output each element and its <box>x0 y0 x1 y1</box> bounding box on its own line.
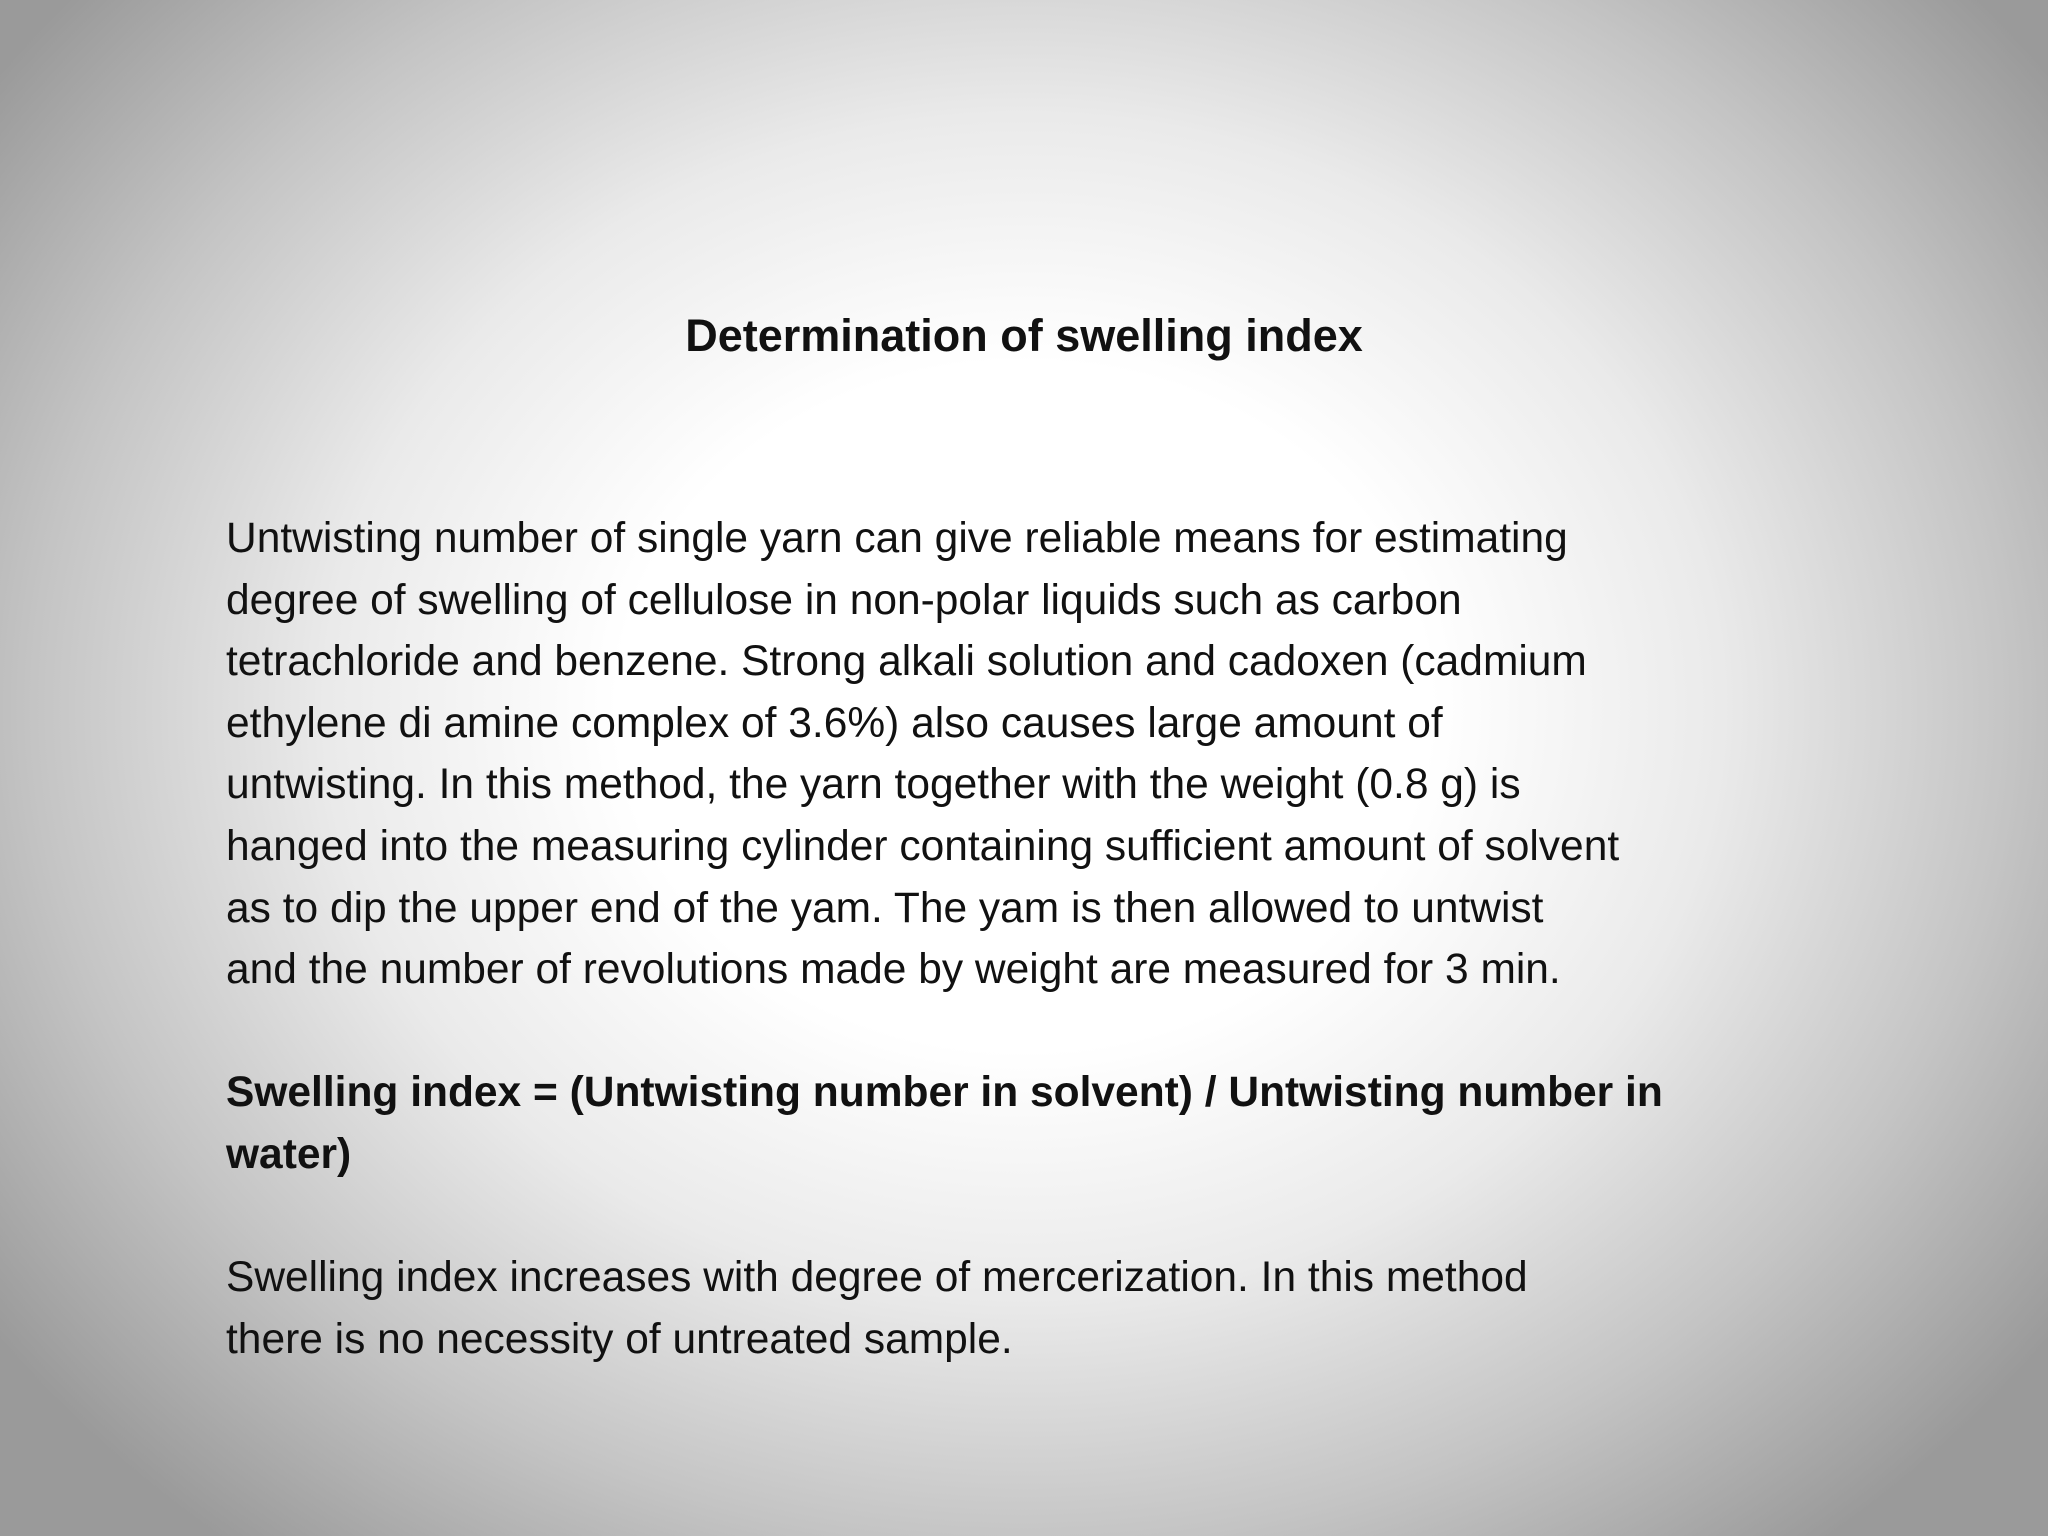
text-line: there is no necessity of untreated sample. <box>226 1315 1013 1363</box>
text-line: hanged into the measuring cylinder containing sufficient amount of solvent <box>226 822 1620 870</box>
formula-line: Swelling index = (Untwisting number in solvent) / Untwisting number in <box>226 1069 1663 1117</box>
paragraph-spacer <box>226 1001 1826 1063</box>
text-line: and the number of revolutions made by weight are measured for 3 min. <box>226 946 1561 994</box>
text-line: degree of swelling of cellulose in non-polar liquids such as carbon <box>226 576 1462 624</box>
slide-content <box>226 508 1826 1370</box>
text-line: untwisting. In this method, the yarn together with the weight (0.8 g) is <box>226 761 1521 809</box>
text-line: ethylene di amine complex of 3.6%) also causes large amount of <box>226 699 1443 747</box>
paragraph-method-description <box>226 508 1826 1001</box>
text-line: tetrachloride and benzene. Strong alkali solution and cadoxen (cadmium <box>226 638 1587 686</box>
slide-title: Determination of swelling index <box>685 310 1363 361</box>
formula-line: water) <box>226 1130 352 1178</box>
formula-swelling-index <box>226 1062 1826 1185</box>
text-line: Swelling index increases with degree of mercerization. In this method <box>226 1254 1528 1302</box>
text-line: as to dip the upper end of the yam. The yam is then allowed to untwist <box>226 884 1544 932</box>
paragraph-conclusion <box>226 1247 1826 1370</box>
text-line: Untwisting number of single yarn can give reliable means for estimating <box>226 515 1568 562</box>
paragraph-spacer <box>226 1186 1826 1248</box>
